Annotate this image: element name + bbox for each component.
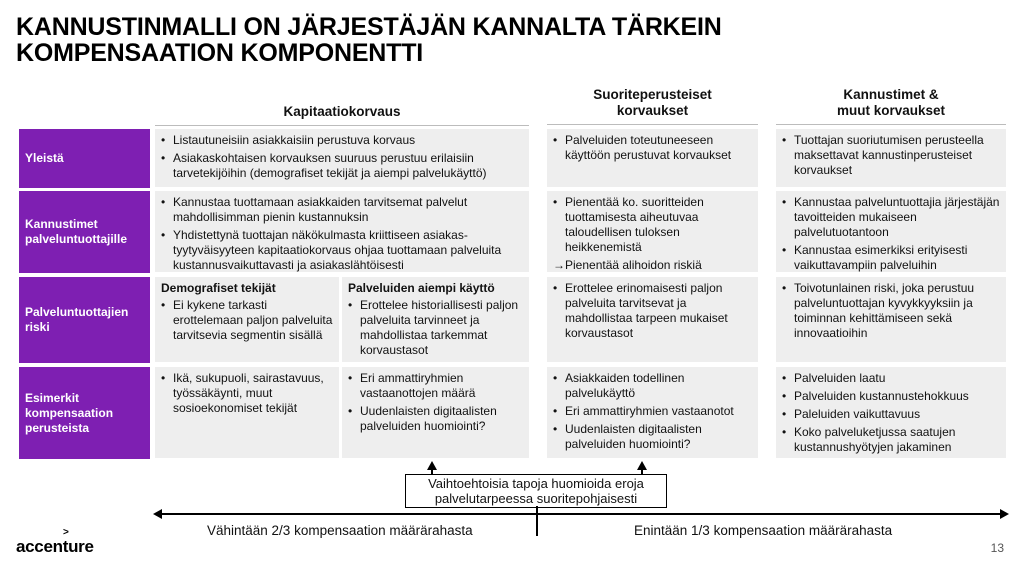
row-label-yleista-text: Yleistä (25, 151, 64, 165)
list-item-arrow: → Pienentää alihoidon riskiä (553, 258, 752, 273)
cell-riski-kannustimet (776, 277, 1006, 363)
cell-yleista-kapitaatio (155, 129, 529, 188)
cell-yleista-suorite (547, 129, 758, 188)
row-label-kannustimet-text: Kannustimet palveluntuottajille (25, 217, 128, 246)
list-item: • Eri ammattiryhmien vastaanotot (553, 404, 752, 419)
cell-esimerkit-demo (155, 367, 339, 459)
cell-riski-aiempi (342, 277, 529, 363)
title-line-1: KANNUSTINMALLI ON JÄRJESTÄJÄN KANNALTA TÄRKEIN (16, 13, 722, 41)
column-header-suorite (547, 87, 758, 119)
list-item: • Palveluiden toteutuneeseen käyttöön perustuvat korvaukset (553, 133, 752, 163)
row-label-esimerkit (19, 367, 150, 459)
list-item: • Erottelee historiallisesti paljon palveluita tarvinneet ja mahdollistaa tarkemmat korvaustasot (348, 298, 523, 358)
list-item: • Kannustaa esimerkiksi erityisesti vaikuttavampiin palveluihin (782, 243, 1000, 273)
cell-kannustimet-suorite (547, 191, 758, 273)
logo-mark-icon: > (63, 527, 69, 538)
list-item: • Listautuneisiin asiakkaisiin perustuva korvaus (161, 133, 523, 148)
subheading-demografiset: Demografiset tekijät (161, 281, 276, 295)
list-item: • Asiakkaiden todellinen palvelukäyttö (553, 371, 752, 401)
column-header-suorite-line2: korvaukset (616, 103, 689, 118)
column-header-kapitaatio (155, 104, 529, 120)
list-item: • Pienentää ko. suoritteiden tuottamisesta aiheutuvaa taloudellisen tuloksen heikkenemistä (553, 195, 752, 255)
list-item: • Ikä, sukupuoli, sairastavuus, työssäkäynti, muut sosioekonomiset tekijät (161, 371, 333, 416)
callout-box (405, 474, 667, 508)
list-item: • Kannustaa palveluntuottajia järjestäjän tavoitteiden mukaiseen palvelutuotantoon (782, 195, 1000, 240)
list-item: • Koko palveluketjussa saatujen kustannushyötyjen jakaminen (782, 425, 1000, 455)
list-item: • Uudenlaisten digitaalisten palveluiden huomiointi? (553, 422, 752, 452)
column-header-kannustimet-line2: muut korvaukset (836, 103, 946, 118)
list-item: • Paleluiden vaikuttavuus (782, 407, 1000, 422)
list-item: • Palveluiden laatu (782, 371, 1000, 386)
title-line-2: KOMPENSAATION KOMPONENTTI (16, 39, 424, 67)
range-line (160, 513, 1002, 515)
column-header-suorite-line1: Suoriteperusteiset (593, 87, 712, 102)
column-header-divider (155, 125, 529, 126)
range-label-left: Vähintään 2/3 kompensaation määrärahasta (207, 523, 473, 538)
row-label-esimerkit-text: Esimerkit kompensaation perusteista (25, 390, 114, 435)
list-item: • Toivotunlainen riski, joka perustuu palveluntuottajan kyvykkyyksiin ja toiminnan kehittämiseen sekä innovaatioihin (782, 281, 1000, 341)
list-item: • Kannustaa tuottamaan asiakkaiden tarvitsemat palvelut mahdollisimman pienin kustannuksin (161, 195, 523, 225)
column-header-kannustimet (776, 87, 1006, 119)
cell-esimerkit-suorite (547, 367, 758, 459)
callout-line-1: Vaihtoehtoisia tapoja huomioida eroja (428, 476, 644, 491)
list-item: • Erottelee erinomaisesti paljon palveluita tarvitsevat ja mahdollistaa tarpeen mukaiset korvaustasot (553, 281, 752, 341)
cell-kannustimet-kapitaatio (155, 191, 529, 273)
column-header-kannustimet-line1: Kannustimet & (843, 87, 939, 102)
subheading-aiempi-kaytto: Palveluiden aiempi käyttö (348, 281, 495, 295)
list-item: • Uudenlaisten digitaalisten palveluiden huomiointi? (348, 404, 523, 434)
cell-kannustimet-kannustimet (776, 191, 1006, 273)
cell-yleista-kannustimet (776, 129, 1006, 188)
page-number: 13 (990, 541, 1004, 555)
list-item: • Tuottajan suoriutumisen perusteella maksettavat kannustinperusteiset korvaukset (782, 133, 1000, 178)
column-header-kapitaatio-text: Kapitaatiokorvaus (283, 104, 401, 119)
row-label-yleista (19, 129, 150, 188)
list-item: • Yhdistettynä tuottajan näkökulmasta kriittiseen asiakas- tyytyväisyyteen kapitaatiokorvaus ohjaa tuottamaan palveluita kustannusvaikuttavasti ja asiakaslähtöisesti (161, 228, 523, 273)
cell-esimerkit-kannustimet (776, 367, 1006, 459)
accenture-logo: accenture (16, 537, 94, 556)
list-item: • Ei kykene tarkasti erottelemaan paljon palveluita tarvitsevia segmentin sisällä (161, 298, 333, 343)
column-header-divider (547, 124, 758, 125)
arrow-right-icon (1000, 509, 1009, 519)
row-label-riski-text: Palveluntuottajien riski (25, 305, 129, 334)
cell-esimerkit-aiempi (342, 367, 529, 459)
callout-line-2: palvelutarpeessa suoritepohjaisesti (434, 491, 638, 506)
list-item: • Palveluiden kustannustehokkuus (782, 389, 1000, 404)
page-title (16, 14, 1006, 66)
cell-riski-demo (155, 277, 339, 363)
column-header-divider (776, 124, 1006, 125)
range-label-right: Enintään 1/3 kompensaation määrärahasta (634, 523, 893, 538)
list-item: • Asiakaskohtaisen korvauksen suuruus perustuu erilaisiin tarvetekijöihin (demografiset tekijät ja aiempi palvelukäyttö) (161, 151, 523, 181)
list-item: • Eri ammattiryhmien vastaanottojen määrä (348, 371, 523, 401)
row-label-riski (19, 277, 150, 363)
cell-riski-suorite (547, 277, 758, 363)
range-divider (536, 506, 538, 536)
row-label-kannustimet (19, 191, 150, 273)
